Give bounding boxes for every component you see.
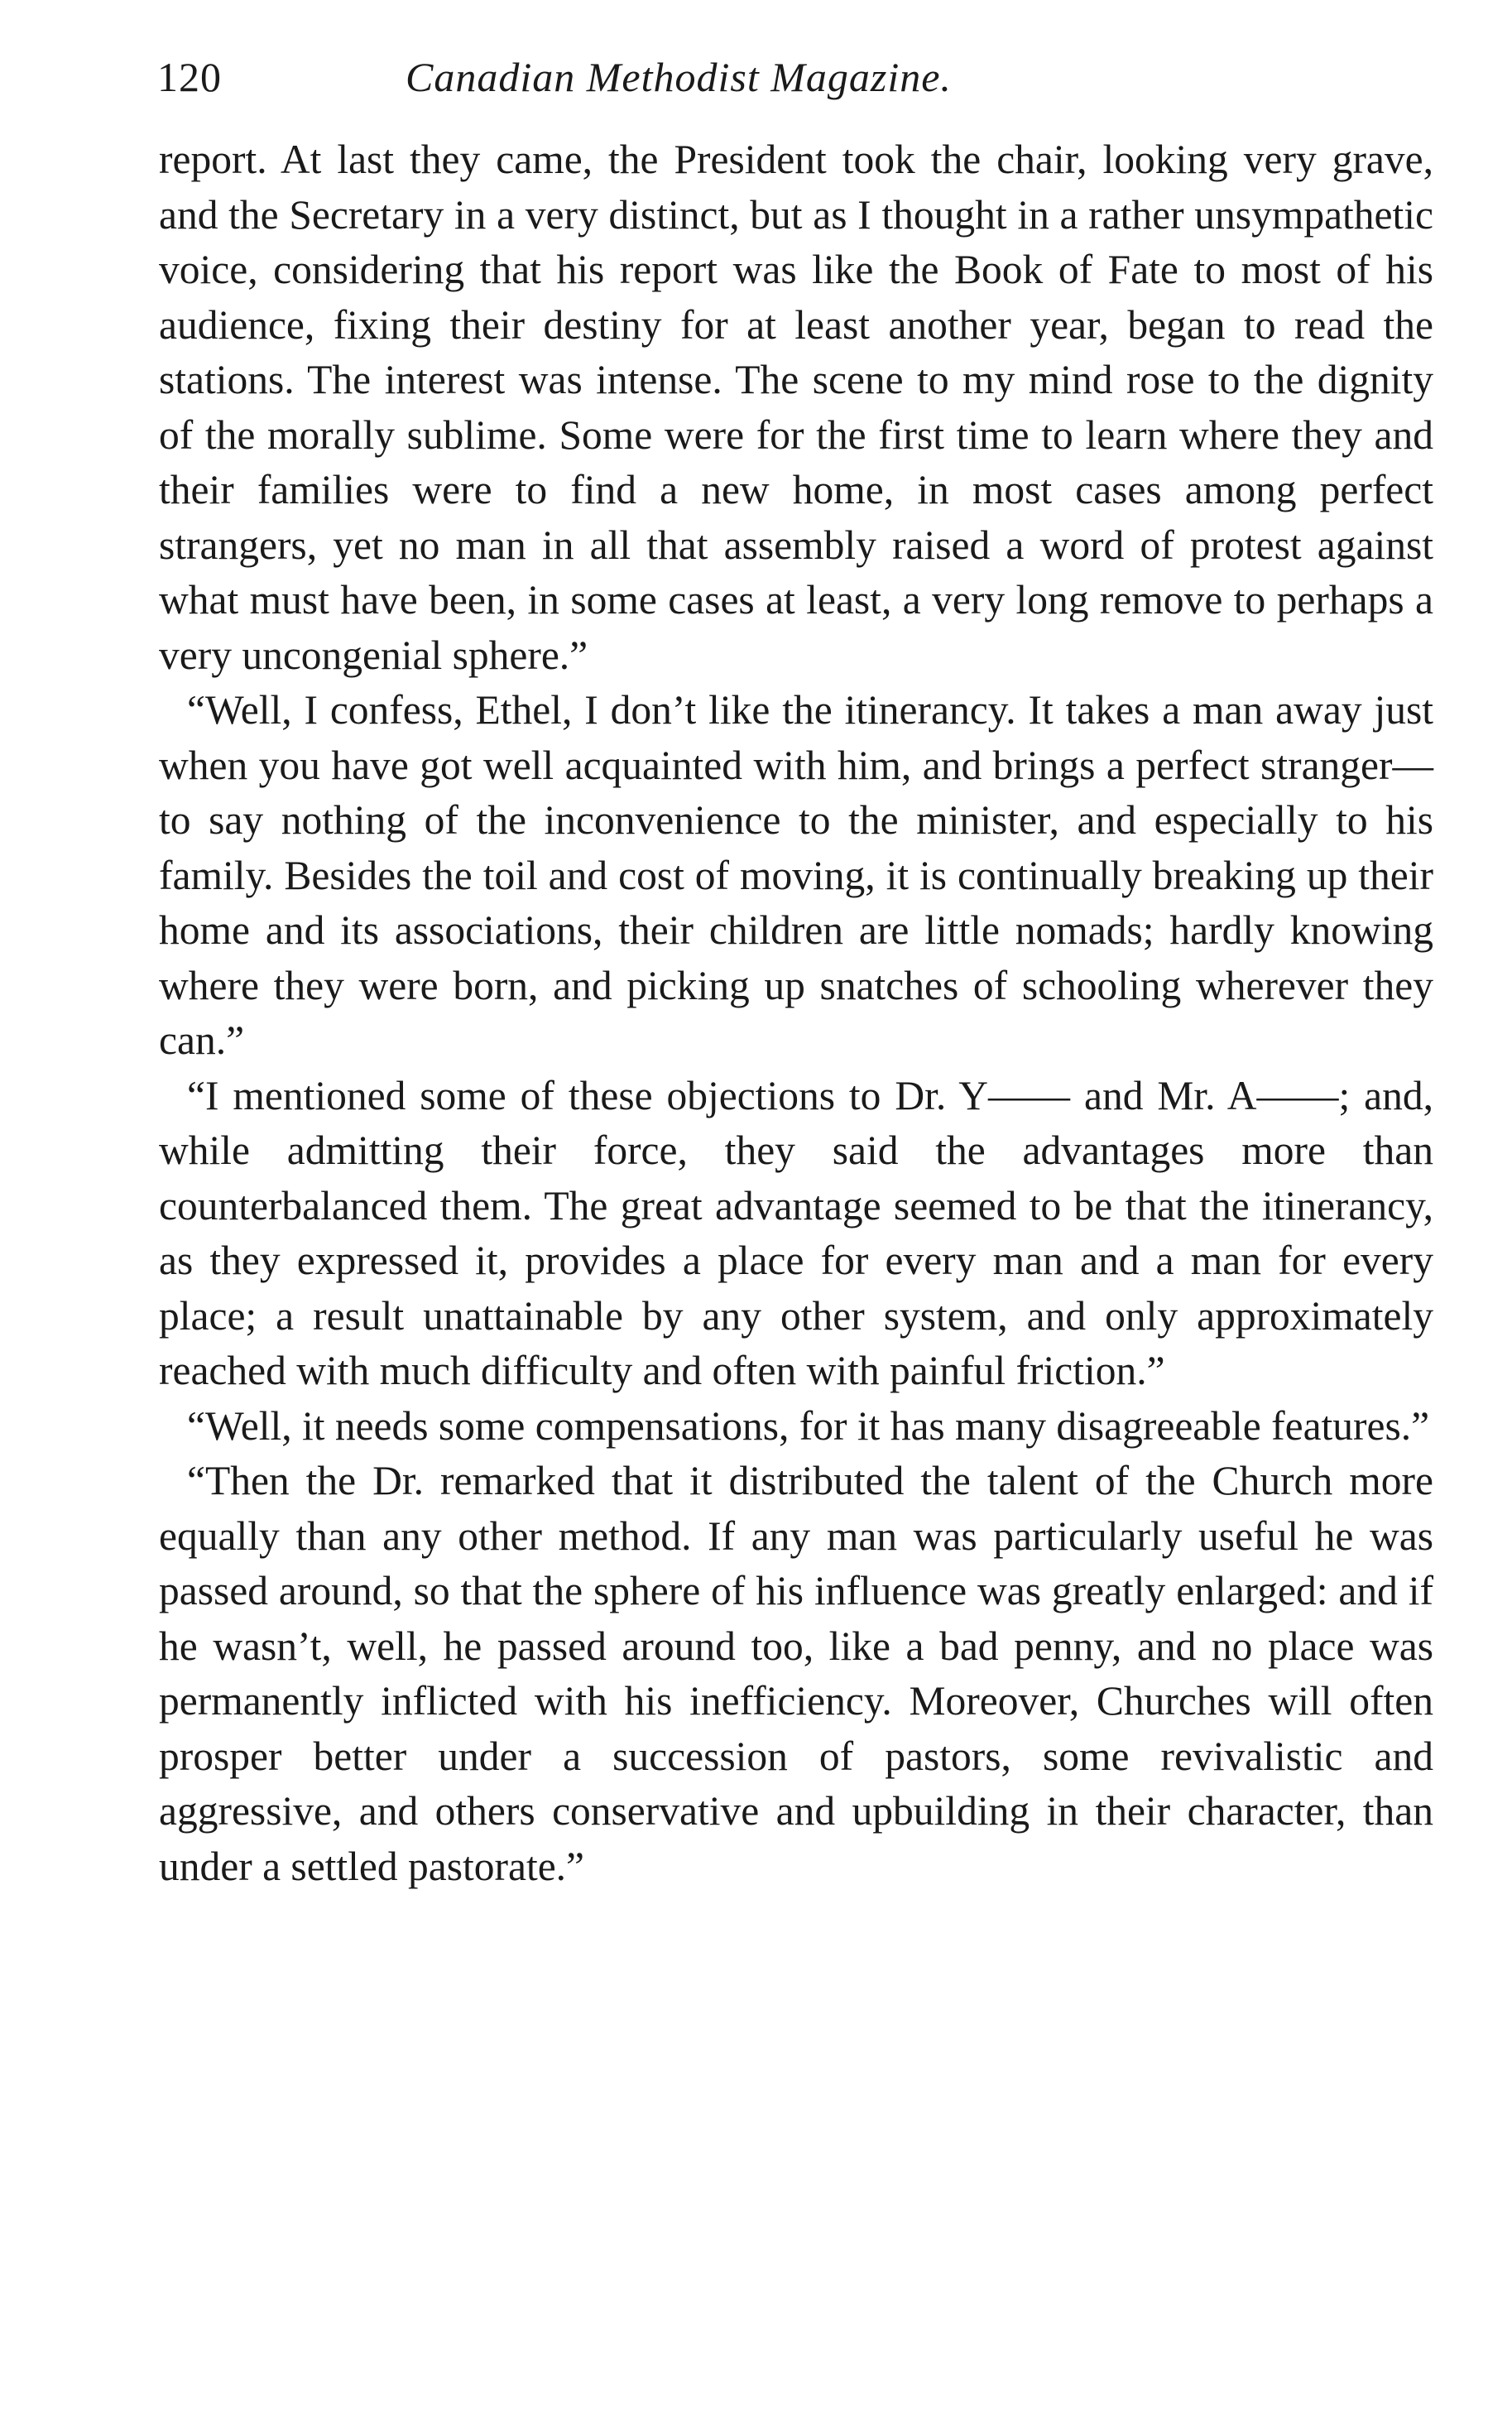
paragraph-talent-distribution: “Then the Dr. remarked that it distributed the talent of the Church more equally than any other method. If any man was particularly useful he was passed around, so that the sphere of his influence was greatly enlarged: and if he wasn’t, well, he passed around too, like a bad penny, and no place was permanently inflicted with his inefficiency. Moreover, Churches will often prosper better under a succession of pastors, some revivalistic and aggressive, and others conservative and upbuilding in their character, than under a settled pastorate.” xyxy=(159,1458,1433,1889)
journal-title: Canadian Methodist Magazine. xyxy=(406,54,952,100)
running-head xyxy=(157,40,1415,114)
paragraph-report: report. At last they came, the President took the chair, looking very grave, and the Secretary in a very distinct, but as I thought in a rather unsympathetic voice, considering that his report was like the Book of Fate to most of his audience, fixing their destiny for at least another year, began to read the stations. The interest was intense. The scene to my mind rose to the dignity of the morally sublime. Some were for the first time to learn where they and their families were to find a new home, in most cases among perfect strangers, yet no man in all that assembly raised a word of protest against what must have been, in some cases at least, a very long remove to perhaps a very uncongenial sphere.” xyxy=(159,137,1433,678)
paragraph-compensations: “Well, it needs some compensations, for it has many disagreeable features.” xyxy=(187,1402,1430,1449)
paragraph-itinerancy-complaint: “Well, I confess, Ethel, I don’t like the itinerancy. It takes a man away just when you have got well acquainted with him, and brings a perfect stranger—to say nothing of the inconvenience to the minister, and especially to his family. Besides the toil and cost of moving, it is continually breaking up their home and its associations, their children are little nomads; hardly knowing where they were born, and picking up snatches of schooling wherever they can.” xyxy=(159,687,1433,1063)
article-body xyxy=(159,132,1433,1894)
paragraph-objections: “I mentioned some of these objections to Dr. Y—— and Mr. A——; and, while admitting their force, they said the advantages more than counterbalanced them. The great advantage seemed to be that the itinerancy, as they expressed it, provides a place for every man and a man for every place; a result unattainable by any other system, and only approximately reached with much difficulty and often with painful friction.” xyxy=(159,1072,1433,1393)
page-number: 120 xyxy=(157,54,222,100)
